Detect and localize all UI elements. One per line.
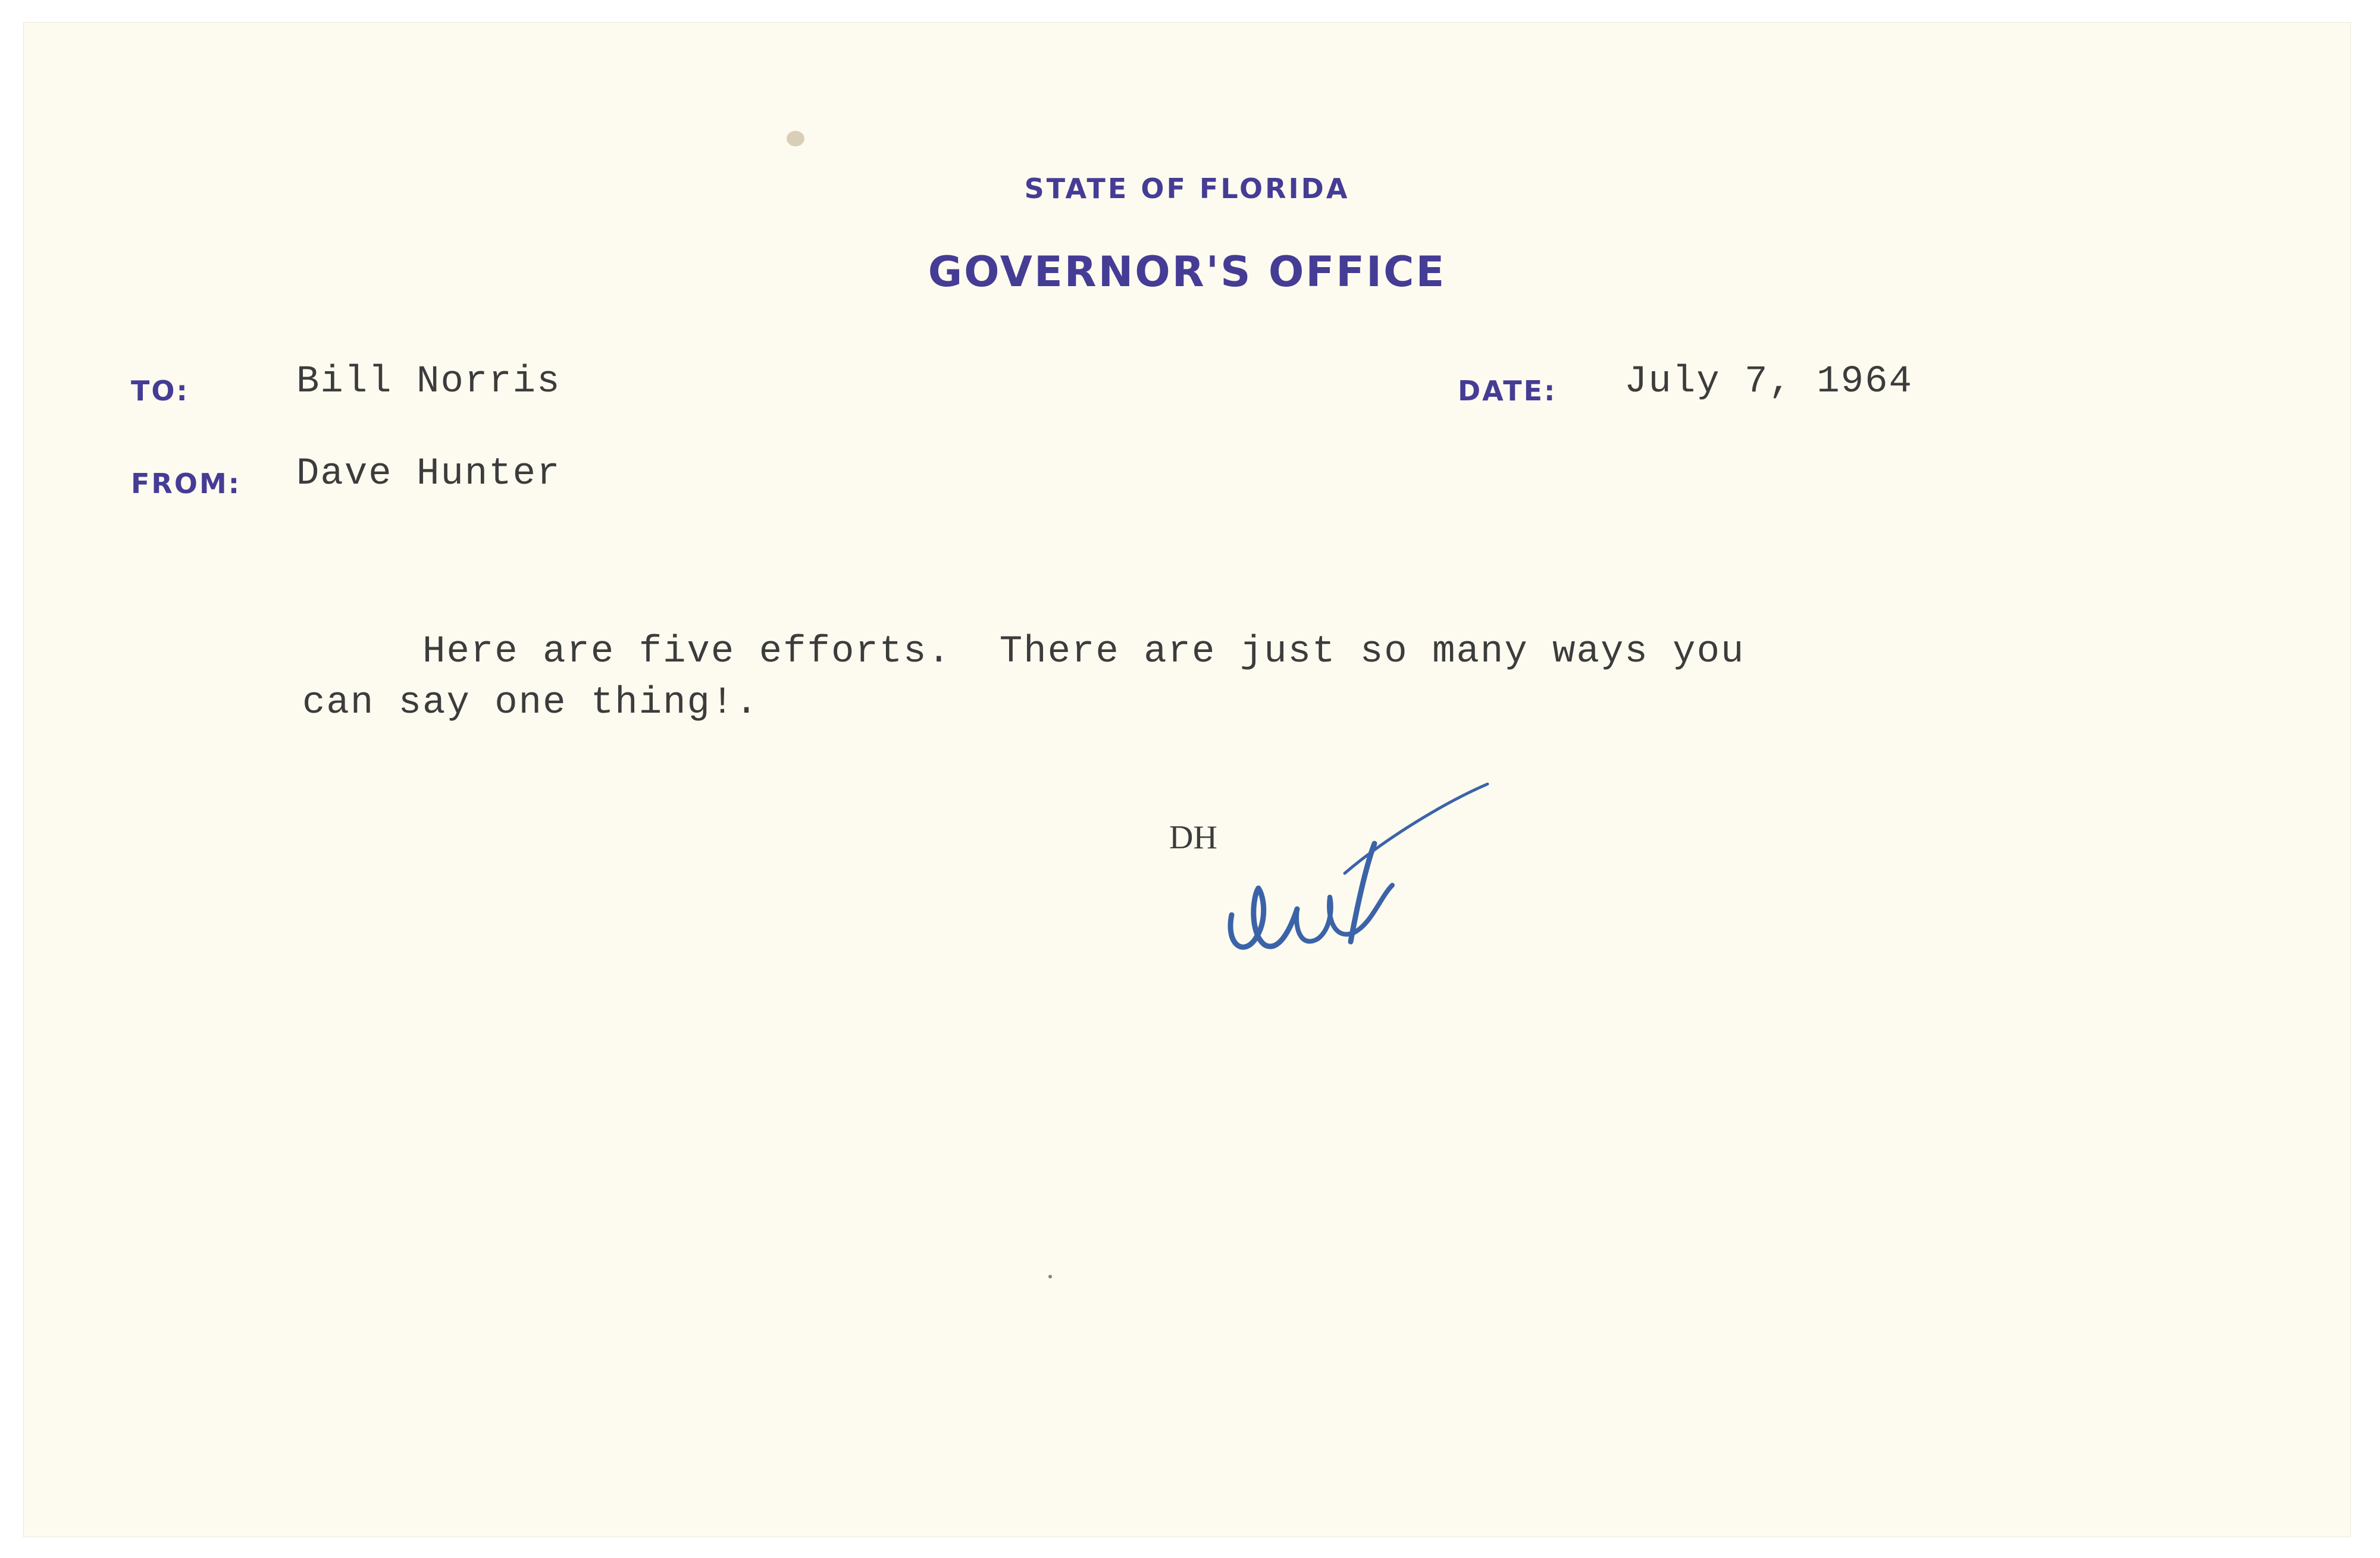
date-value: July 7, 1964	[1624, 360, 1913, 403]
typed-initials: DH	[1169, 819, 1217, 856]
from-label: FROM:	[131, 468, 242, 500]
to-value: Bill Norris	[296, 360, 561, 403]
paper-speck	[787, 131, 804, 146]
handwritten-signature	[1208, 719, 1493, 968]
memo-body: Here are five efforts. There are just so many ways you can say one thing!.	[302, 631, 1745, 725]
from-value: Dave Hunter	[296, 453, 561, 496]
date-label: DATE:	[1458, 375, 1557, 407]
letterhead-state: STATE OF FLORIDA	[1024, 173, 1350, 205]
memo-sheet	[24, 23, 2350, 1537]
letterhead-office: GOVERNOR'S OFFICE	[928, 247, 1446, 296]
paper-speck	[1048, 1275, 1052, 1278]
to-label: TO:	[131, 375, 189, 407]
